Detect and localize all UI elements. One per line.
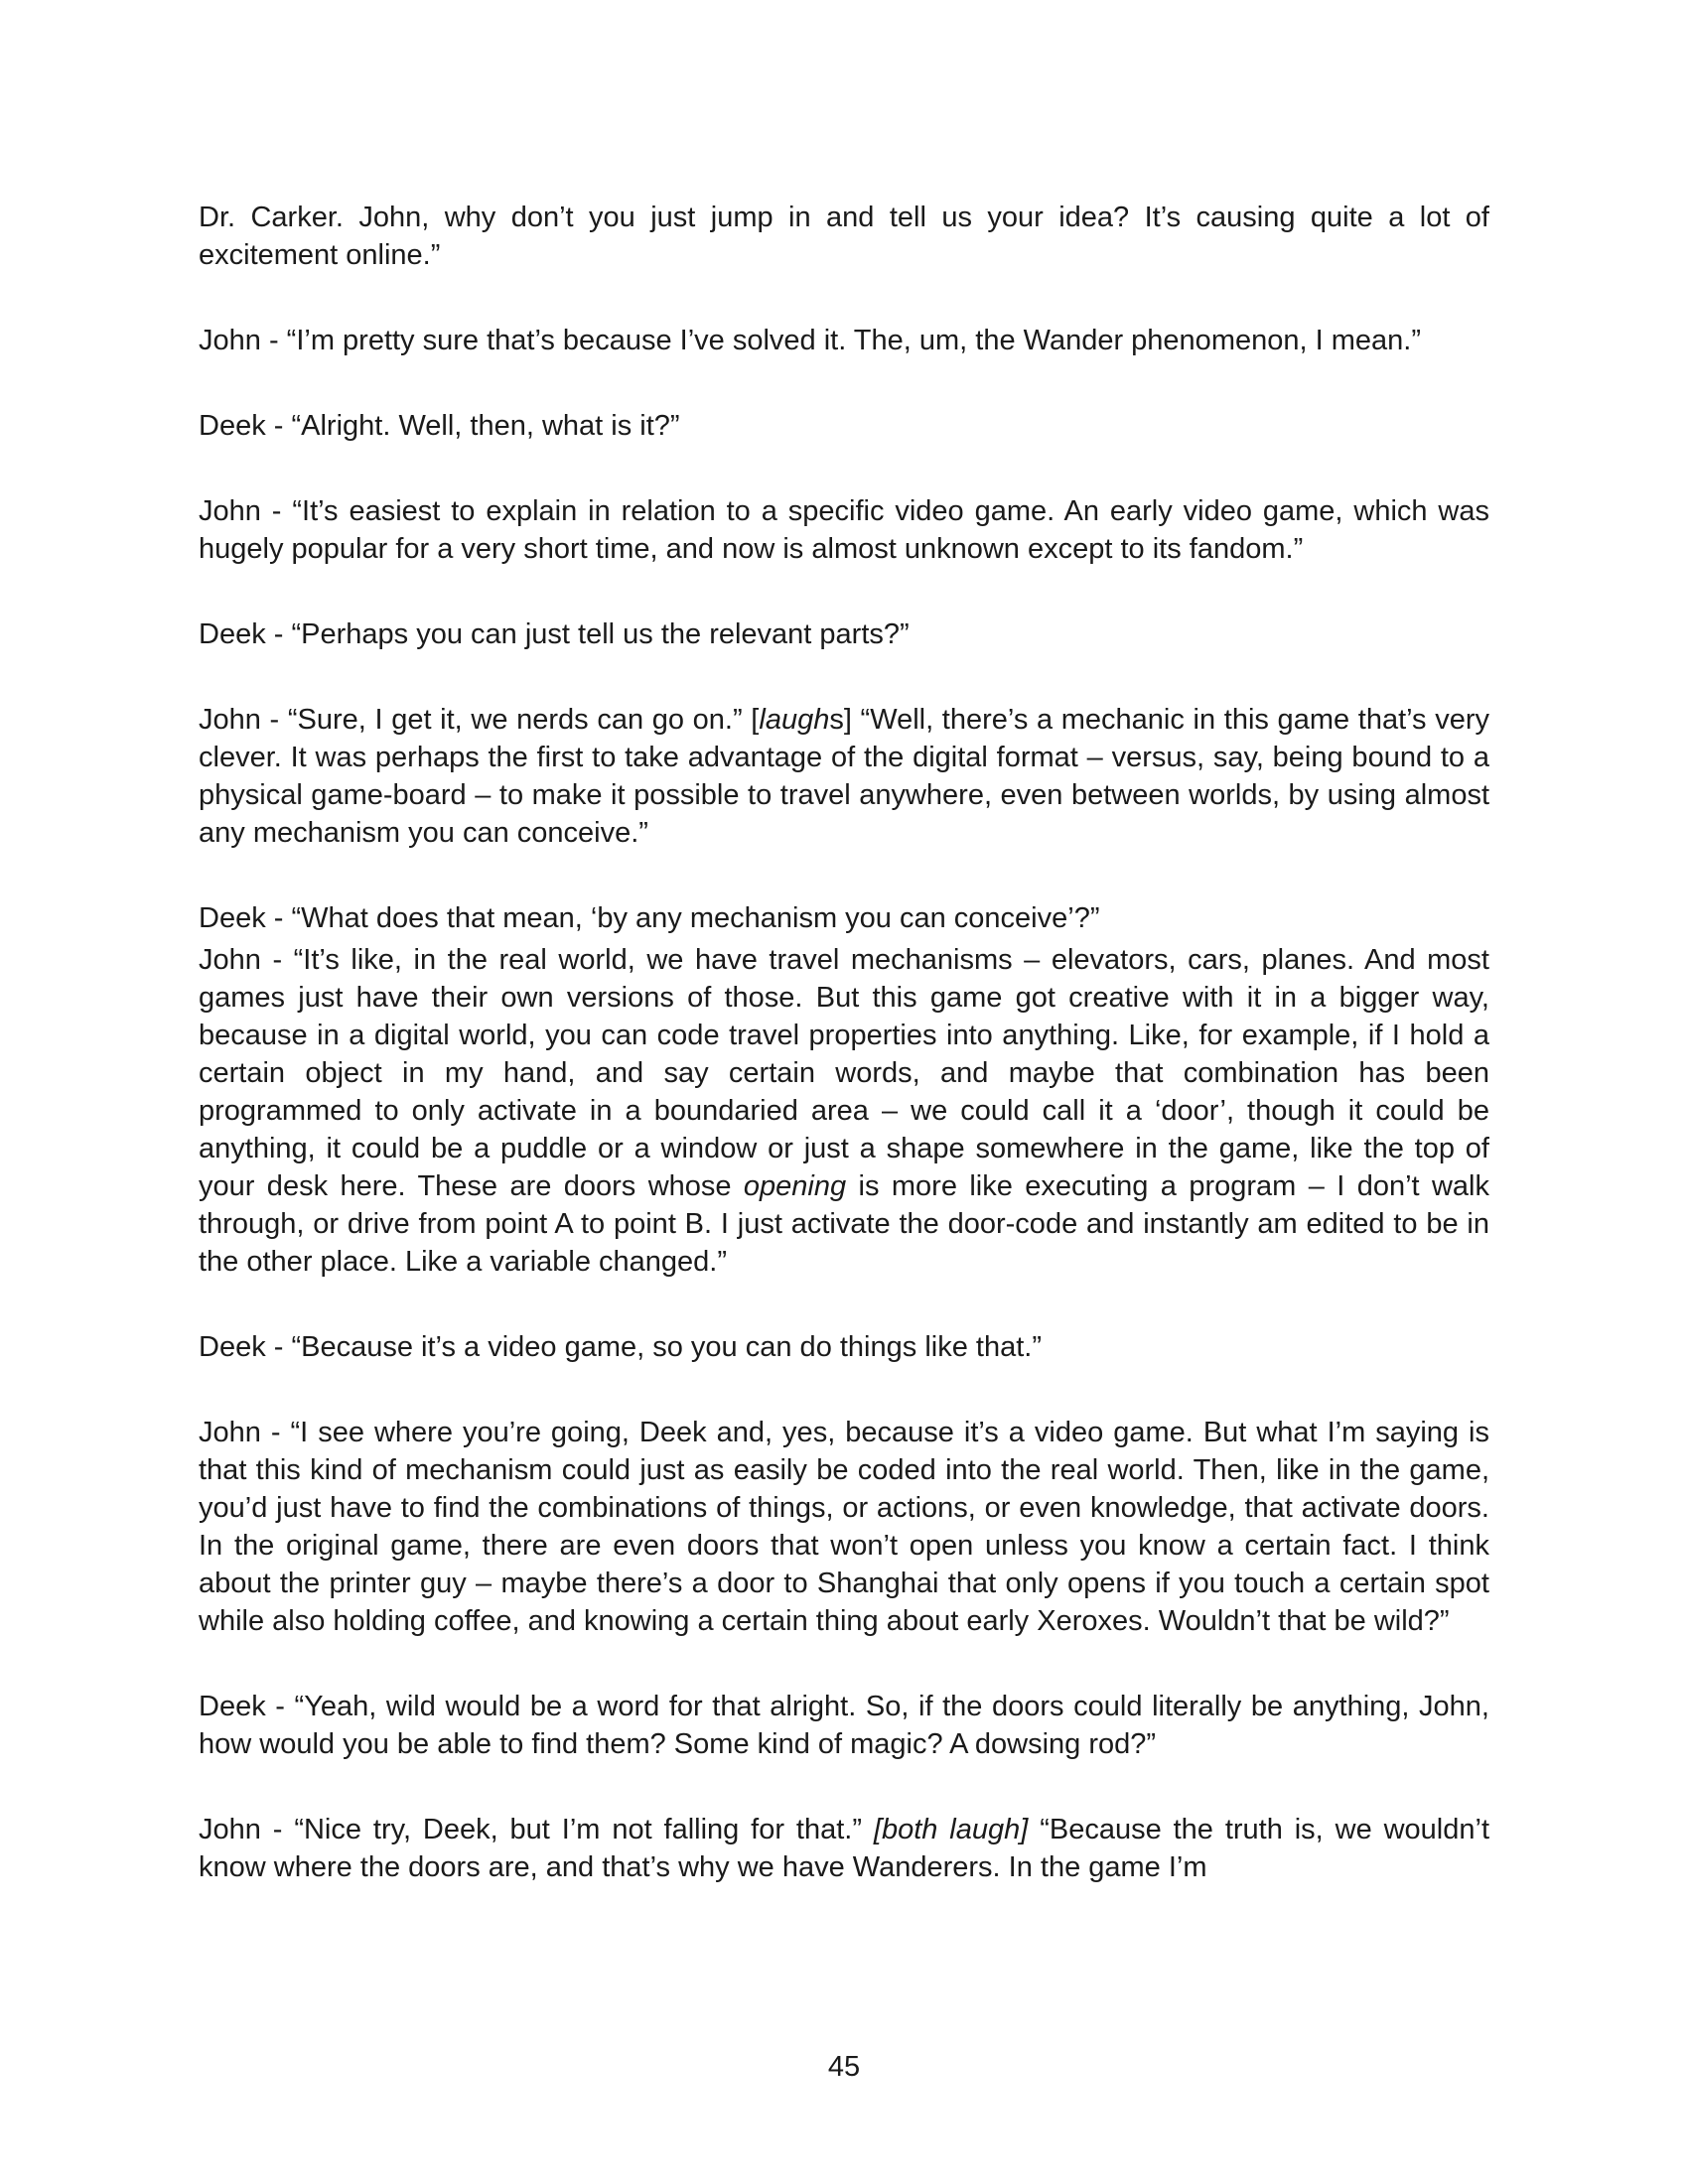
paragraph-john-wanderers: [199, 1811, 1489, 1886]
page-number: 45: [827, 2051, 861, 2083]
paragraph-intro: Dr. Carker. John, why don’t you just jump in and tell us your idea? It’s causing quite a lot of excitement online.”: [199, 202, 1489, 271]
italic-run: [both laugh]: [873, 1814, 1029, 1845]
page-body: [199, 199, 1489, 1886]
text-run: “Because the truth is, we wouldn’t know where the doors are, and that’s why we have Wanderers. In the game I’m: [199, 1814, 1489, 1883]
paragraph-deek-wild: Deek - “Yeah, wild would be a word for that alright. So, if the doors could literally be anything, John, how would you be able to find them? Some kind of magic? A dowsing rod?”: [199, 1691, 1489, 1760]
paragraph-deek-what: Deek - “Alright. Well, then, what is it?”: [199, 410, 680, 442]
text-run: John - “Nice try, Deek, but I’m not falling for that.”: [199, 1814, 874, 1845]
paragraph-john-real-world: John - “I see where you’re going, Deek and, yes, because it’s a video game. But what I’m saying is that this kind of mechanism could just as easily be coded into the real world. Then, like in the game, you’d just have to find the combinations of things, or actions, or even knowledge, that activate doors. In the original game, there are even doors that won’t open unless you know a certain fact. I think about the printer guy – maybe there’s a door to Shanghai that only opens if you touch a certain spot while also holding coffee, and knowing a certain thing about early Xeroxes. Wouldn’t that be wild?”: [199, 1417, 1489, 1637]
paragraph-deek-relevant: Deek - “Perhaps you can just tell us the relevant parts?”: [199, 618, 910, 650]
paragraph-john-doors: [199, 941, 1489, 1281]
text-run: s] “Well, there’s a mechanic in this game that’s very clever. It was perhaps the first to take advantage of the digital format – versus, say, being bound to a physical game-board – to make it possible to travel anywhere, even between worlds, by using almost any mechanism you can conceive.”: [199, 704, 1489, 849]
paragraph-john-mechanic: [199, 701, 1489, 852]
italic-run: laugh: [759, 704, 830, 736]
paragraph-john-game: John - “It’s easiest to explain in relation to a specific video game. An early video game, which was hugely popular for a very short time, and now is almost unknown except to its fandom.”: [199, 495, 1489, 565]
paragraph-deek-mechanism: Deek - “What does that mean, ‘by any mechanism you can conceive’?”: [199, 902, 1100, 934]
text-run: John - “It’s like, in the real world, we have travel mechanisms – elevators, cars, planes. And most games just have their own versions of those. But this game got creative with it in a bigger way, because in a digital world, you can code travel properties into anything. Like, for example, if I hold a certain object in my hand, and say certain words, and maybe that combination has been programmed to only activate in a boundaried area – we could call it a ‘door’, though it could be anything, it could be a puddle or a window or just a shape somewhere in the game, like the top of your desk here. These are doors whose: [199, 944, 1489, 1202]
paragraph-john-solved: John - “I’m pretty sure that’s because I’ve solved it. The, um, the Wander phenomenon, I mean.”: [199, 325, 1421, 356]
text-run: is more like executing a program – I don’t walk through, or drive from point A to point B. I just activate the door-code and instantly am edited to be in the other place. Like a variable changed.”: [199, 1170, 1489, 1278]
paragraph-deek-video-game: Deek - “Because it’s a video game, so you can do things like that.”: [199, 1331, 1042, 1363]
italic-run: opening: [743, 1170, 847, 1202]
text-run: John - “Sure, I get it, we nerds can go on.” [: [199, 704, 760, 736]
